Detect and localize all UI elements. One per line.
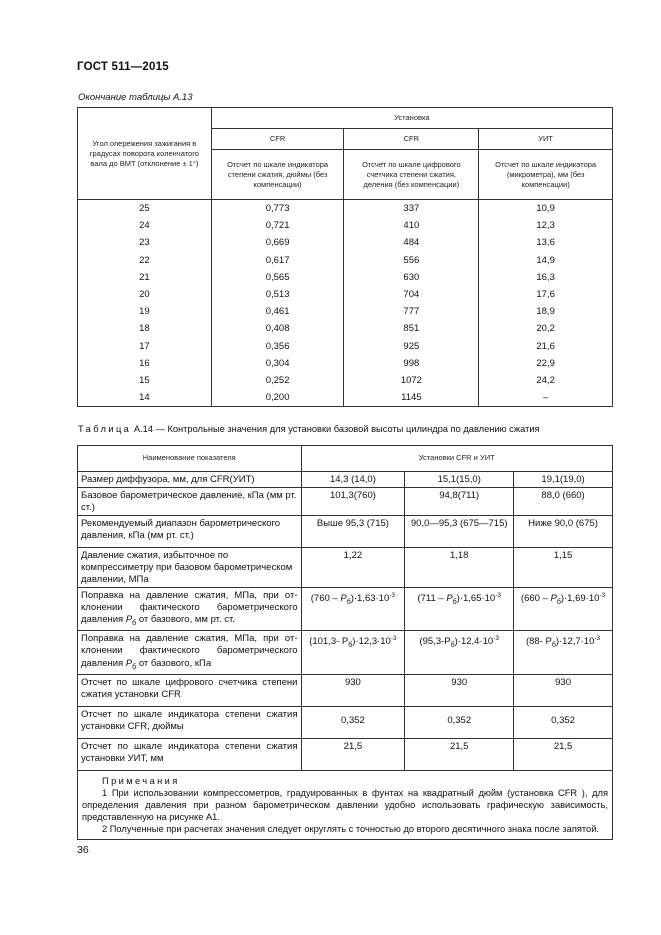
formula-part: (760 – xyxy=(310,592,341,604)
row-label: Отсчет по шкале индикатора степени сжатия установки УИТ, мм xyxy=(78,738,302,770)
subscript: б xyxy=(348,642,353,650)
cell: 14 xyxy=(78,389,212,407)
cell: 24 xyxy=(78,217,212,234)
table-row xyxy=(78,472,613,488)
table-row xyxy=(78,706,613,738)
table-row xyxy=(78,269,613,286)
document-header: ГОСТ 511—2015 xyxy=(77,61,169,73)
formula-part: (88- P xyxy=(525,636,552,648)
row-label: Размер диффузора, мм, для CFR(УИТ) xyxy=(78,472,302,488)
cell: 13,6 xyxy=(479,234,613,251)
cell: 0,565 xyxy=(211,269,344,286)
label-text: Поправка на давление сжатия, МПа, при отклонении фактического барометрического давления xyxy=(81,633,298,669)
cell: 0,352 xyxy=(514,706,613,738)
formula-part: (711 – xyxy=(417,592,447,604)
cell: Ниже 90,0 (675) xyxy=(514,516,613,548)
cell: 20 xyxy=(78,286,212,303)
table-row xyxy=(78,286,613,303)
label-text: от базового, мм рт. ст. xyxy=(136,614,235,626)
table-row xyxy=(78,389,613,407)
cell: 630 xyxy=(344,269,479,286)
cell: 16,3 xyxy=(479,269,613,286)
cell: 1,22 xyxy=(301,548,405,588)
cell: 12,3 xyxy=(479,217,613,234)
cell: 1,15 xyxy=(514,548,613,588)
formula-part: (101,3- P xyxy=(309,636,349,648)
exponent: -3 xyxy=(493,635,499,643)
symbol: P xyxy=(340,592,347,604)
row-label: Базовое барометрическое давление, кПа (мм рт. ст.) xyxy=(78,488,302,516)
cell: 0,461 xyxy=(211,303,344,320)
row-label: Рекомендуемый диапазон барометрического давления, кПа (мм рт. ст.) xyxy=(78,516,302,548)
cell: 1072 xyxy=(344,372,479,389)
cell: 851 xyxy=(344,320,479,337)
page-number: 36 xyxy=(77,844,89,856)
table-a14-caption xyxy=(78,424,540,434)
col-angle-header: Угол опережения зажигания в градусах поворота коленчатого вала до ВМТ (отклонение ± 1°) xyxy=(78,108,212,200)
cell xyxy=(514,631,613,675)
row-label: Отсчет по шкале индикатора степени сжатия установки CFR, дюймы xyxy=(78,706,302,738)
cell: 21,5 xyxy=(405,738,514,770)
cell: 25 xyxy=(78,200,212,218)
cell: 0,408 xyxy=(211,320,344,337)
exponent: -3 xyxy=(495,591,502,599)
subscript: б xyxy=(132,619,137,627)
cell: 19,1(19,0) xyxy=(514,472,613,488)
table-a13-caption: Окончание таблицы А.13 xyxy=(78,92,193,103)
row-label xyxy=(78,587,302,631)
formula-part: )·12,4·10 xyxy=(454,636,494,648)
table-row xyxy=(78,338,613,355)
cell: 704 xyxy=(344,286,479,303)
cell: 410 xyxy=(344,217,479,234)
cell xyxy=(301,631,405,675)
cell: 0,617 xyxy=(211,252,344,269)
formula-part: )·12,3·10 xyxy=(352,636,391,648)
cell: 925 xyxy=(344,338,479,355)
table-row xyxy=(78,217,613,234)
table-row xyxy=(78,372,613,389)
table-row xyxy=(78,200,613,218)
cell: 17 xyxy=(78,338,212,355)
cell: 930 xyxy=(301,674,405,706)
cell xyxy=(405,587,514,631)
formula-part: )·1,65·10 xyxy=(456,592,496,604)
cell: 17,6 xyxy=(479,286,613,303)
unit-header: Отсчет по шкале индикатора (микрометра), мм (без компенсации) xyxy=(479,150,613,200)
exponent: -3 xyxy=(599,591,606,599)
formula-part: )·1,69·10 xyxy=(560,592,600,604)
table-row xyxy=(78,548,613,588)
formula-part: (95,3-P xyxy=(419,636,451,648)
cell: 20,2 xyxy=(479,320,613,337)
table-row xyxy=(78,320,613,337)
row-label xyxy=(78,631,302,675)
subscript: б xyxy=(556,598,561,606)
cell: 0,352 xyxy=(405,706,514,738)
symbol: P xyxy=(446,592,453,604)
sub-header: УИТ xyxy=(479,129,613,150)
symbol: P xyxy=(125,614,133,626)
table-a13 xyxy=(77,107,613,407)
cell: 18 xyxy=(78,320,212,337)
label-text: от базового, кПа xyxy=(136,657,212,669)
table-title: А.14 — Контрольные значения для установки базовой высоты цилиндра по давлению сжатия xyxy=(133,424,540,434)
table-row xyxy=(78,355,613,372)
formula-part: )·1,63·10 xyxy=(350,592,390,604)
exponent: -3 xyxy=(389,591,396,599)
cell: 0,669 xyxy=(211,234,344,251)
cell: 0,304 xyxy=(211,355,344,372)
subscript: б xyxy=(346,598,351,606)
cell: 15 xyxy=(78,372,212,389)
unit-header: Отсчет по шкале цифрового счетчика степени сжатия, деления (без компенсации) xyxy=(344,150,479,200)
table-row xyxy=(78,631,613,675)
label-text: Поправка на давление сжатия, МПа, при отклонении фактического барометрического давления xyxy=(81,589,298,626)
subscript: б xyxy=(132,663,137,671)
cell: – xyxy=(479,389,613,407)
cell: 21,6 xyxy=(479,338,613,355)
cell: 19 xyxy=(78,303,212,320)
cell: 0,356 xyxy=(211,338,344,355)
notes xyxy=(78,770,613,839)
cell: 930 xyxy=(405,674,514,706)
note-1: 1 При использовании компрессометров, градуированных в фунтах на квадратный дюйм (установка CFR ), для определения давления при разном барометрическом давлении удобно использовать графическую зависимость, представленную на рисунке А1. xyxy=(82,787,608,823)
exponent: -3 xyxy=(390,635,397,643)
table-row xyxy=(78,488,613,516)
cell: 23 xyxy=(78,234,212,251)
cell: 0,773 xyxy=(211,200,344,218)
cell: 22,9 xyxy=(479,355,613,372)
note-2: 2 Полученные при расчетах значения следует округлять с точностью до второго десятичного знака после запятой. xyxy=(102,824,600,835)
cell: 90,0—95,3 (675—715) xyxy=(405,516,514,548)
col-indicator-header: Наименование показателя xyxy=(78,446,302,472)
table-row xyxy=(78,738,613,770)
col-installations-header: Установки CFR и УИТ xyxy=(301,446,613,472)
subscript: б xyxy=(452,598,457,606)
cell: 1,18 xyxy=(405,548,514,588)
table-row xyxy=(78,234,613,251)
table-row xyxy=(78,303,613,320)
formula-part: )·12,7·10 xyxy=(555,636,595,648)
cell: 18,9 xyxy=(479,303,613,320)
cell: 21,5 xyxy=(301,738,405,770)
cell xyxy=(405,631,514,675)
table-row xyxy=(78,252,613,269)
cell: 930 xyxy=(514,674,613,706)
cell xyxy=(514,587,613,631)
cell: 94,8(711) xyxy=(405,488,514,516)
cell: 10,9 xyxy=(479,200,613,218)
sub-header: CFR xyxy=(344,129,479,150)
symbol: P xyxy=(550,592,557,604)
sub-header: CFR xyxy=(211,129,344,150)
table-row xyxy=(78,674,613,706)
cell: 15,1(15,0) xyxy=(405,472,514,488)
cell: 0,513 xyxy=(211,286,344,303)
unit-header: Отсчет по шкале индикатора степени сжатия, дюймы (без компенсации) xyxy=(211,150,344,200)
table-a14 xyxy=(77,445,613,840)
cell: Выше 95,3 (715) xyxy=(301,516,405,548)
subscript: б xyxy=(450,642,455,650)
cell: 21 xyxy=(78,269,212,286)
cell: 14,9 xyxy=(479,252,613,269)
table-row xyxy=(78,587,613,631)
installation-group-header: Установка xyxy=(211,108,612,129)
cell: 556 xyxy=(344,252,479,269)
row-label: Давление сжатия, избыточное по компрессиметру при базовом барометрическом давлении, МПа xyxy=(78,548,302,588)
cell: 22 xyxy=(78,252,212,269)
cell: 0,352 xyxy=(301,706,405,738)
cell: 0,721 xyxy=(211,217,344,234)
cell: 484 xyxy=(344,234,479,251)
table-label: Таблица xyxy=(78,424,132,434)
cell: 14,3 (14,0) xyxy=(301,472,405,488)
cell: 777 xyxy=(344,303,479,320)
cell: 998 xyxy=(344,355,479,372)
cell xyxy=(301,587,405,631)
notes-row xyxy=(78,770,613,839)
notes-title: Примечания xyxy=(102,775,180,786)
subscript: б xyxy=(551,642,556,650)
cell: 24,2 xyxy=(479,372,613,389)
cell: 1145 xyxy=(344,389,479,407)
exponent: -3 xyxy=(594,635,601,643)
cell: 337 xyxy=(344,200,479,218)
symbol: P xyxy=(125,657,133,669)
row-label: Отсчет по шкале цифрового счетчика степени сжатия установки CFR xyxy=(78,674,302,706)
cell: 16 xyxy=(78,355,212,372)
cell: 101,3(760) xyxy=(301,488,405,516)
cell: 88,0 (660) xyxy=(514,488,613,516)
cell: 0,252 xyxy=(211,372,344,389)
formula-part: (660 – xyxy=(520,592,551,604)
cell: 0,200 xyxy=(211,389,344,407)
cell: 21,5 xyxy=(514,738,613,770)
table-row xyxy=(78,516,613,548)
